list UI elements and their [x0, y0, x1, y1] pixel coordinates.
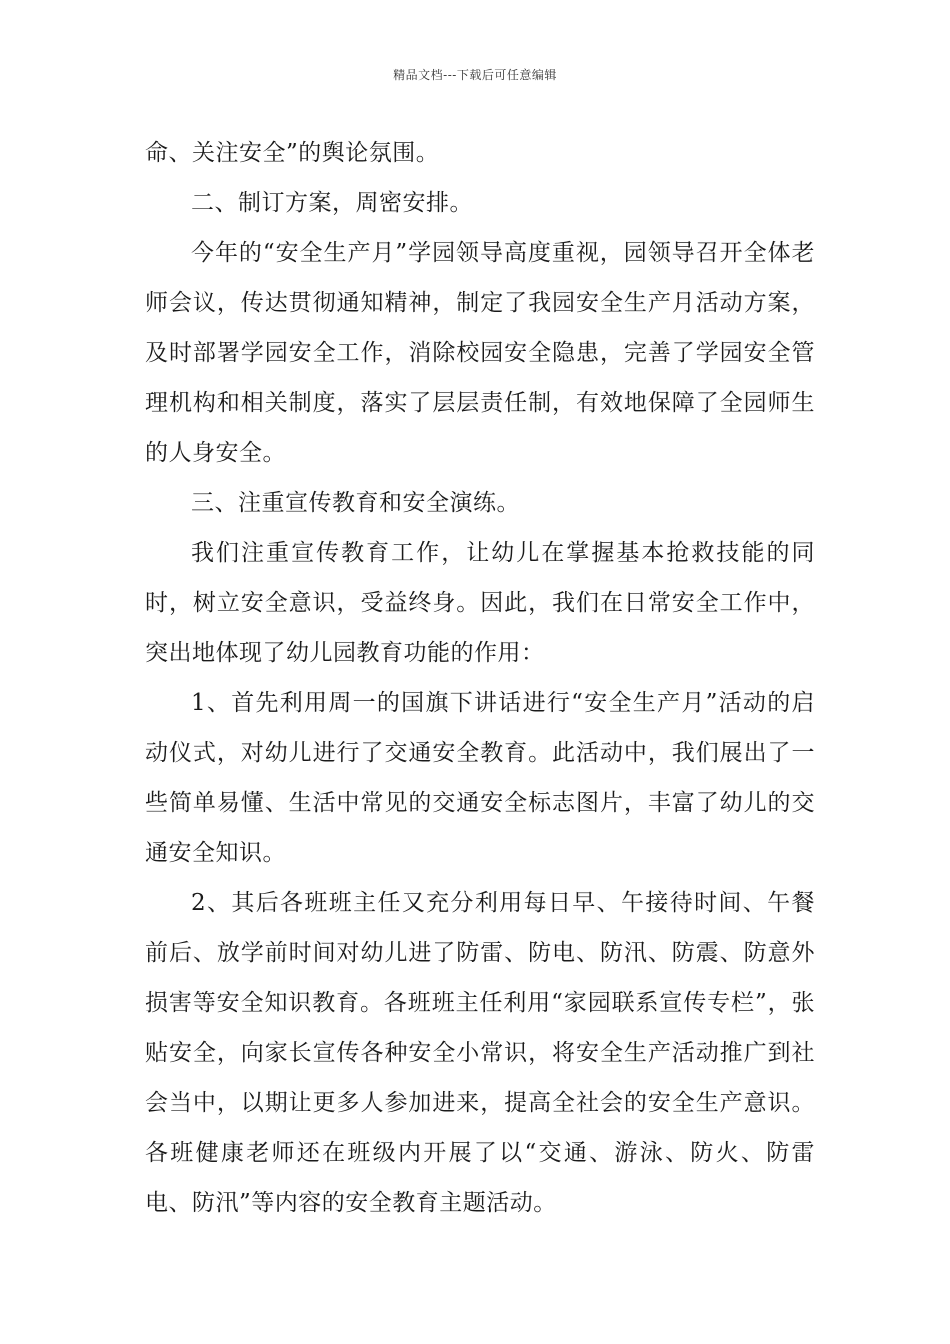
document-body [145, 128, 815, 1228]
paragraph-education: 我们注重宣传教育工作，让幼儿在掌握基本抢救技能的同时，树立安全意识，受益终身。因此，我们在日常安全工作中，突出地体现了幼儿园教育功能的作用： [145, 540, 815, 666]
page-header: 精品文档---下载后可任意编辑 [393, 68, 557, 82]
section-heading-three: 三、注重宣传教育和安全演练。 [191, 490, 520, 516]
paragraph-intro-fragment: 命、关注安全”的舆论氛围。 [145, 140, 440, 166]
section-heading-two: 二、制订方案，周密安排。 [191, 190, 473, 216]
paragraph-item-two: 2、其后各班班主任又充分利用每日早、午接待时间、午餐前后、放学前时间对幼儿进了防雷、防电、防汛、防震、防意外损害等安全知识教育。各班班主任利用“家园联系宣传专栏”，张贴安全，向家长宣传各种安全小常识，将安全生产活动推广到社会当中，以期让更多人参加进来，提高全社会的安全生产意识。各班健康老师还在班级内开展了以“交通、游泳、防火、防雷电、防汛”等内容的安全教育主题活动。 [145, 890, 815, 1216]
paragraph-item-one: 1、首先利用周一的国旗下讲话进行“安全生产月”活动的启动仪式，对幼儿进行了交通安全教育。此活动中，我们展出了一些简单易懂、生活中常见的交通安全标志图片，丰富了幼儿的交通安全知识。 [145, 690, 815, 866]
paragraph-planning: 今年的“安全生产月”学园领导高度重视，园领导召开全体老师会议，传达贯彻通知精神，制定了我园安全生产月活动方案，及时部署学园安全工作，消除校园安全隐患，完善了学园安全管理机构和相关制度，落实了层层责任制，有效地保障了全园师生的人身安全。 [145, 240, 815, 466]
